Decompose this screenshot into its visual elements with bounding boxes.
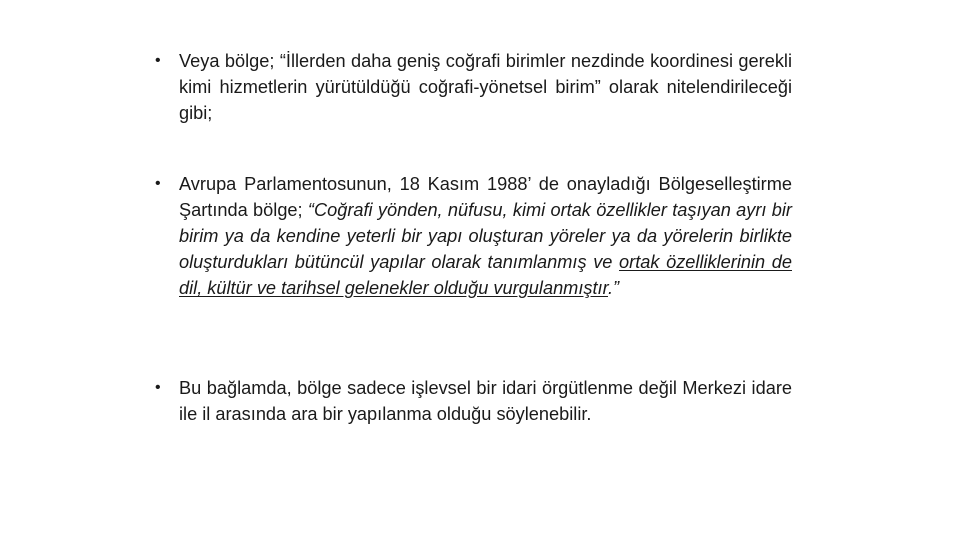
bullet-icon: • xyxy=(155,52,161,69)
quote-end: .” xyxy=(607,278,620,298)
bullet-icon: • xyxy=(155,379,161,396)
bullet-text: Veya bölge; “İllerden daha geniş coğrafi birimler nezdinde koordinesi gerekli kimi hizmetlerin yürütüldüğü coğrafi-yönetsel birim” olarak nitelendirileceği gibi; xyxy=(179,51,792,123)
quote-text: “Coğrafi yönden, nüfusu, kimi ortak özellikler taşıyan ayrı bir birim ya da kendine yeterli bir yapı oluşturan yöreler ya da yörelerin birlikte oluşturdukları bütüncül yapılar olarak tanımlanmış ve xyxy=(179,200,792,272)
emphasized-quote-text: ortak özelliklerinin de dil, kültür ve tarihsel gelenekler olduğu vurgulanmıştır xyxy=(179,252,792,298)
bullet-item xyxy=(155,171,792,301)
bullet-icon: • xyxy=(155,175,161,192)
bullet-item xyxy=(155,48,792,126)
bullet-item xyxy=(155,375,792,427)
bullet-text: Bu bağlamda, bölge sadece işlevsel bir idari örgütlenme değil Merkezi idare ile il arasında ara bir yapılanma olduğu söylenebilir. xyxy=(179,378,792,424)
bullet-text xyxy=(179,171,792,301)
bullet-text-intro: Avrupa Parlamentosunun, 18 Kasım 1988’ de onayladığı Bölgeselleştirme Şartında bölge; xyxy=(179,174,792,220)
